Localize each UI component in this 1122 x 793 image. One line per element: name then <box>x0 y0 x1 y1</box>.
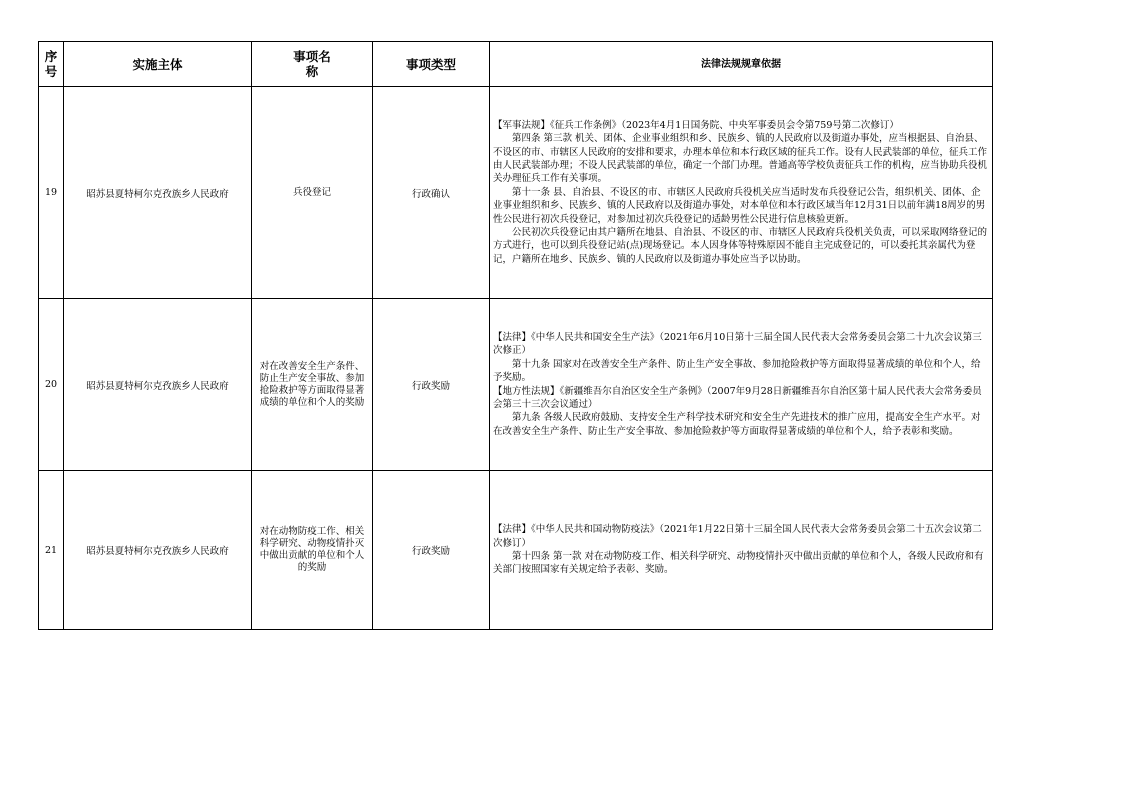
law-source: 【法律】《中华人民共和国安全生产法》（2021年6月10日第十三届全国人民代表大会常务委员会第二十九次会议第三次修正） <box>493 331 982 357</box>
row-legal-basis <box>490 87 993 299</box>
row-seq: 21 <box>39 471 64 630</box>
row-item-type: 行政奖励 <box>373 471 490 630</box>
header-item-type: 事项类型 <box>373 42 490 87</box>
row-item-type: 行政奖励 <box>373 299 490 471</box>
law-article: 第十四条 第一款 对在动物防疫工作、相关科学研究、动物疫情扑灭中做出贡献的单位和个人，各级人民政府和有关部门按照国家有关规定给予表彰、奖励。 <box>493 551 984 576</box>
law-article: 第四条 第三款 机关、团体、企业事业组织和乡、民族乡、镇的人民政府以及街道办事处，应当根据县、自治县、不设区的市、市辖区人民政府的安排和要求，办理本单位和本行政区域的征兵工作。设有人民武装部的单位，征兵工作由人民武装部办理；不设人民武装部的单位，确定一个部门办理。普通高等学校负责征兵工作的机构，应当协助兵役机关办理征兵工作有关事项。 <box>493 133 988 185</box>
header-row <box>39 42 993 87</box>
item-name-text: 对在改善安全生产条件、防止生产安全事故、参加抢险救护等方面取得显著成绩的单位和个人的奖励 <box>259 360 365 408</box>
table-row <box>39 299 993 471</box>
row-item-name <box>252 87 373 299</box>
row-item-name <box>252 471 373 630</box>
law-source: 【军事法规】《征兵工作条例》（2023年4月1日国务院、中央军事委员会令第759号第二次修订） <box>493 119 899 131</box>
row-subject: 昭苏县夏特柯尔克孜族乡人民政府 <box>64 87 252 299</box>
row-seq: 20 <box>39 299 64 471</box>
row-seq: 19 <box>39 87 64 299</box>
header-item-name: 事项名称 <box>252 42 373 87</box>
law-source: 【地方性法规】《新疆维吾尔自治区安全生产条例》（2007年9月28日新疆维吾尔自治区第十届人民代表大会常务委员会第三十三次会议通过） <box>493 385 982 410</box>
table-row <box>39 87 993 299</box>
law-article: 第九条 各级人民政府鼓励、支持安全生产科学技术研究和安全生产先进技术的推广应用，提高安全生产水平。对在改善安全生产条件、防止生产安全事故、参加抢险救护等方面取得显著成绩的单位和个人，给予表彰和奖励。 <box>493 412 981 437</box>
row-item-name <box>252 299 373 471</box>
legal-items-table <box>38 41 993 630</box>
row-legal-basis <box>490 471 993 630</box>
header-legal-basis: 法律法规规章依据 <box>490 42 993 87</box>
header-subject: 实施主体 <box>64 42 252 87</box>
item-name-text: 对在动物防疫工作、相关科学研究、动物疫情扑灭中做出贡献的单位和个人的奖励 <box>259 526 365 573</box>
law-article: 第十九条 国家对在改善安全生产条件、防止生产安全事故、参加抢险救护等方面取得显著成绩的单位和个人，给予奖励。 <box>493 358 981 384</box>
item-name-text: 兵役登记 <box>292 186 331 198</box>
table-row <box>39 471 993 630</box>
law-article: 公民初次兵役登记由其户籍所在地县、自治县、不设区的市、市辖区人民政府兵役机关负责，可以采取网络登记的方式进行，也可以到兵役登记站(点)现场登记。本人因身体等特殊原因不能自主完成登记的，可以委托其亲属代为登记，户籍所在地乡、民族乡、镇的人民政府以及街道办事处应当予以协助。 <box>493 227 988 265</box>
law-source: 【法律】《中华人民共和国动物防疫法》（2021年1月22日第十三届全国人民代表大会常务委员会第二十五次会议第二次修订） <box>493 524 982 549</box>
row-subject: 昭苏县夏特柯尔克孜族乡人民政府 <box>64 471 252 630</box>
row-subject: 昭苏县夏特柯尔克孜族乡人民政府 <box>64 299 252 471</box>
header-seq: 序号 <box>39 42 64 87</box>
law-article: 第十一条 县、自治县、不设区的市、市辖区人民政府兵役机关应当适时发布兵役登记公告，组织机关、团体、企业事业组织和乡、民族乡、镇的人民政府以及街道办事处，对本单位和本行政区域当年12月31日以前年满18周岁的男性公民进行初次兵役登记，对参加过初次兵役登记的适龄男性公民进行信息核验更新。 <box>493 186 986 225</box>
row-legal-basis <box>490 299 993 471</box>
row-item-type: 行政确认 <box>373 87 490 299</box>
